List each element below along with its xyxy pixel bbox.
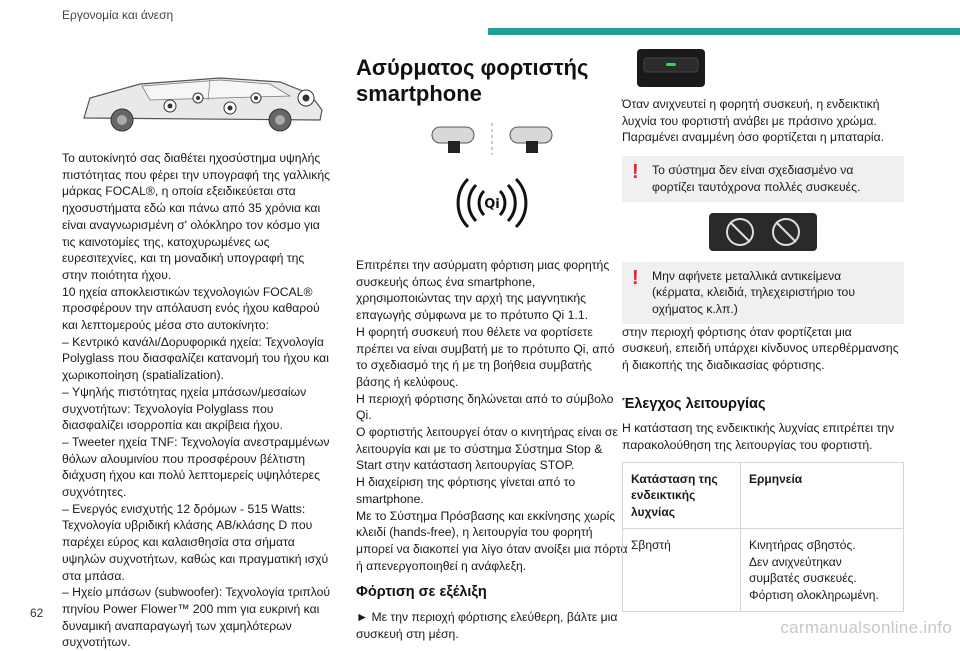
phone-placement-illustration	[402, 121, 582, 157]
paragraph: Το αυτοκίνητό σας διαθέτει ηχοσύστημα υψηλής πιστότητας που φέρει την υπογραφή της γαλλικής μάρκας FOCAL®, η οποία εξειδικεύεται στα ηχοσυστήματα εδώ και πάνω από 35 χρόνια και είναι αναγνωρισμένη σ' ολόκληρο τον κόσμο για τις καινοτομίες της, κατοχυρωμένες ως ευρεσιτεχνίες, και τη μοναδική υπογραφή της στην ποιότητα ήχου.	[62, 151, 330, 282]
no-metal-objects-illustration	[708, 212, 818, 252]
paragraph: στην περιοχή φόρτισης όταν φορτίζεται μια συσκευή, επειδή υπάρχει κίνδυνος υπερθέρμανσης ή διακοπής της διαδικασίας φόρτισης.	[622, 324, 899, 373]
table-cell-line: Κινητήρας σβηστός.	[749, 538, 856, 553]
table-cell-line: Φόρτιση ολοκληρωμένη.	[749, 587, 879, 602]
paragraph: Ο φορτιστής λειτουργεί όταν ο κινητήρας είναι σε λειτουργία και με το σύστημα Σύστημα Stop & Start στην κατάσταση λειτουργίας STOP.	[356, 425, 618, 473]
paragraph: 10 ηχεία αποκλειστικών τεχνολογιών FOCAL® προσφέρουν την απόλαυση ενός ήχου καθαρού και λεπτομερούς μέσα στο αυτοκίνητο:	[62, 284, 320, 333]
table-row	[623, 529, 904, 612]
instruction-step: ► Με την περιοχή φόρτισης ελεύθερη, βάλτε μια συσκευή στη μέση.	[356, 610, 618, 641]
warning-text: Το σύστημα δεν είναι σχεδιασμένο να φορτίζει ταυτόχρονα πολλές συσκευές.	[652, 163, 861, 194]
charger-led-illustration	[636, 48, 706, 88]
warning-text: Μην αφήνετε μεταλλικά αντικείμενα (κέρματα, κλειδιά, τηλεχειριστήριο του οχήματος κ.λπ.)	[652, 268, 855, 316]
paragraph: Όταν ανιχνευτεί η φορητή συσκευή, η ενδεικτική λυχνία του φορτιστή ανάβει με πράσινο χρώμα. Παραμένει αναμμένη όσο φορτίζεται η μπαταρία.	[622, 97, 885, 145]
paragraph: Η διαχείριση της φόρτισης γίνεται από το smartphone.	[356, 475, 576, 506]
car-speaker-illustration	[70, 68, 332, 132]
paragraph: Η περιοχή φόρτισης δηλώνεται από το σύμβολο Qi.	[356, 391, 614, 423]
column-focal-audio	[62, 150, 332, 651]
wireless-charging-qi-icon	[456, 167, 528, 239]
paragraph: Με το Σύστημα Πρόσβασης και εκκίνησης χωρίς κλειδί (hands-free), η λειτουργία του φορητή μπορεί να διακοπεί για λίγο όταν ανοίξει μια πόρτα ή απενεργοποιηθεί η ανάφλεξη.	[356, 508, 628, 573]
page-number: 62	[30, 606, 44, 620]
subsection-title: Φόρτιση σε εξέλιξη	[356, 584, 487, 601]
table-cell: Σβηστή	[623, 529, 741, 612]
led-status-table	[622, 462, 904, 613]
qi-symbol-text: Qi	[484, 197, 500, 212]
header-accent-bar	[488, 28, 960, 35]
paragraph: Η φορητή συσκευή που θέλετε να φορτίσετε πρέπει να είναι συμβατή με το πρότυπο Qi, από το σχεδιασμό της ή με τη βοήθεια συμβατής βάσης ή κελύφους.	[356, 324, 615, 389]
running-header: Εργονομία και άνεση	[62, 8, 174, 22]
list-item: – Κεντρικό κανάλι/Δορυφορικά ηχεία: Τεχνολογία Polyglass που διασφαλίζει κατανομή του ήχου και χωρικοποίηση (spatialization).	[62, 334, 329, 383]
list-item: – Tweeter ηχεία TNF: Τεχνολογία ανεστραμμένων θόλων αλουμινίου που προσφέρουν βέλτιστη διάχυση ήχου και πολύ λεπτομερείς υψηλότερες συχνότητες.	[62, 434, 330, 500]
subsection-title: Έλεγχος λειτουργίας	[622, 395, 766, 412]
column-wireless-charger	[356, 55, 628, 642]
section-title: Ασύρματος φορτιστής smartphone	[356, 55, 589, 106]
list-item: – Ενεργός ενισχυτής 12 δρόμων - 515 Watts: Τεχνολογία υβριδική κλάσης AB/κλάσης D που παρέχει εύρος και καλαισθησία στα σήματα υψηλών συχνοτήτων, καθώς και πραγματική ισχύ στα μπάσα.	[62, 501, 329, 583]
paragraph: Επιτρέπει την ασύρματη φόρτιση μιας φορητής συσκευής όπως ένα smartphone, χρησιμοποιώντας την αρχή της μαγνητικής επαγωγής σύμφωνα με το πρότυπο Qi 1.1.	[356, 258, 610, 323]
warning-box	[622, 262, 904, 324]
warning-exclamation-icon: !	[632, 266, 639, 289]
warning-box	[622, 156, 904, 201]
list-item: – Υψηλής πιστότητας ηχεία μπάσων/μεσαίων συχνοτήτων: Τεχνολογία Polyglass που διασφαλίζει ισορροπία και ακρίβεια ήχου.	[62, 384, 307, 433]
table-cell	[741, 529, 904, 612]
warning-exclamation-icon: !	[632, 161, 639, 184]
table-header-cell: Ερμηνεία	[741, 462, 904, 529]
column-charger-status	[622, 44, 904, 612]
table-header-row	[623, 462, 904, 529]
list-item: – Ηχείο μπάσων (subwoofer): Τεχνολογία τριπλού πηνίου Power Flower™ 200 mm για ευκρινή και δυναμική αναπαραγωγή των χαμηλότερων συχνοτήτων.	[62, 585, 331, 650]
watermark: carmanualsonline.info	[780, 618, 952, 637]
paragraph: Η κατάσταση της ενδεικτικής λυχνίας επιτρέπει την παρακολούθηση της λειτουργίας του φορτιστή.	[622, 421, 895, 453]
table-cell-line: Δεν ανιχνεύτηκαν συμβατές συσκευές.	[749, 554, 857, 586]
table-header-cell: Κατάσταση της ενδεικτικής λυχνίας	[623, 462, 741, 529]
